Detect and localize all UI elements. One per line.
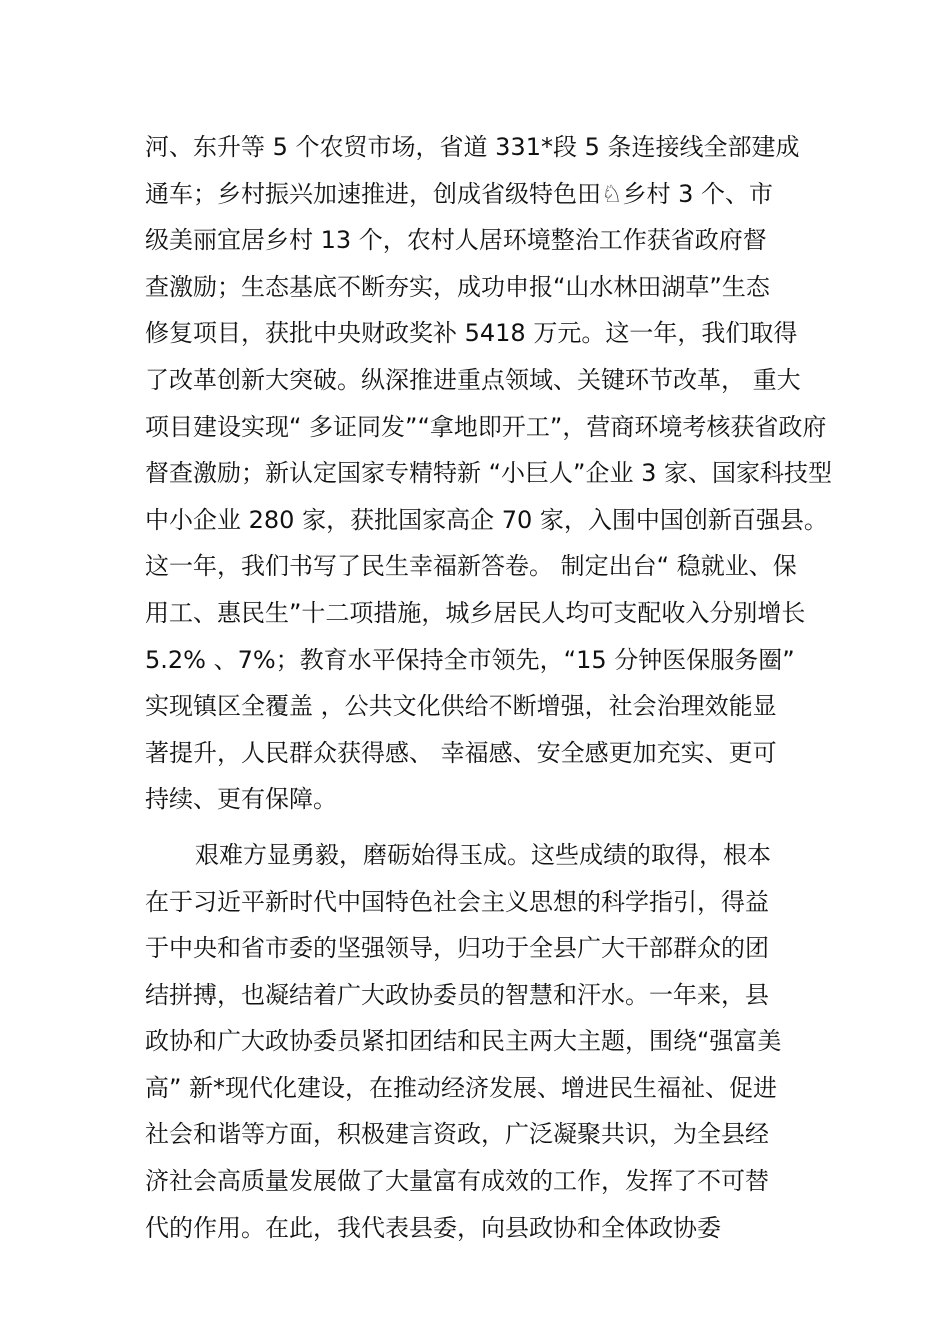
text-line: 中小企业 280 家，获批国家高企 70 家，入围中国创新百强县。 <box>145 505 828 534</box>
text-line: 艰难方显勇毅，磨砺始得玉成。这些成绩的取得，根本 <box>195 840 771 869</box>
text-line: 了改革创新大突破。纵深推进重点领域、关键环节改革， 重大 <box>145 365 801 394</box>
text-line: 项目建设实现“ 多证同发”“拿地即开工”，营商环境考核获省政府 <box>145 412 827 441</box>
text-line: 济社会高质量发展做了大量富有成效的工作，发挥了不可替 <box>145 1167 769 1196</box>
text-line: 通车；乡村振兴加速推进，创成省级特色田♘乡村 3 个、市 <box>145 179 774 208</box>
text-line: 实现镇区全覆盖 ，公共文化供给不断增强，社会治理效能显 <box>145 692 777 721</box>
text-line: 5.2% 、7%；教育水平保持全市领先，“15 分钟医保服务圈” <box>145 645 795 674</box>
text-line: 结拼搏，也凝结着广大政协委员的智慧和汗水。一年来，县 <box>145 980 769 1009</box>
text-line: 用工、惠民生”十二项措施，城乡居民人均可支配收入分别增长 <box>145 598 806 627</box>
text-line: 政协和广大政协委员紧扣团结和民主两大主题，围绕“强富美 <box>145 1027 782 1056</box>
paragraph-2 <box>145 832 845 1251</box>
text-line: 级美丽宜居乡村 13 个，农村人居环境整治工作获省政府督 <box>145 226 767 255</box>
text-line: 督查激励；新认定国家专精特新 “小巨人”企业 3 家、国家科技型 <box>145 459 833 488</box>
text-line: 查激励；生态基底不断夯实，成功申报“山水林田湖草”生态 <box>145 272 770 301</box>
paragraph-1 <box>145 124 845 823</box>
text-line: 在于习近平新时代中国特色社会主义思想的科学指引，得益 <box>145 887 769 916</box>
text-line: 这一年，我们书写了民生幸福新答卷。 制定出台“ 稳就业、保 <box>145 552 797 581</box>
text-line: 修复项目，获批中央财政奖补 5418 万元。这一年，我们取得 <box>145 319 798 348</box>
text-line: 代的作用。在此，我代表县委，向县政协和全体政协委 <box>145 1213 721 1242</box>
text-line: 著提升，人民群众获得感、 幸福感、安全感更加充实、更可 <box>145 738 777 767</box>
text-line: 于中央和省市委的坚强领导，归功于全县广大干部群众的团 <box>145 934 769 963</box>
text-line: 社会和谐等方面，积极建言资政，广泛凝聚共识，为全县经 <box>145 1120 769 1149</box>
text-line: 河、东升等 5 个农贸市场，省道 331*段 5 条连接线全部建成 <box>145 133 800 161</box>
text-line: 持续、更有保障。 <box>145 785 337 814</box>
text-line: 高” 新*现代化建设，在推动经济发展、增进民生福祉、促进 <box>145 1073 778 1102</box>
document-body <box>145 124 845 1251</box>
